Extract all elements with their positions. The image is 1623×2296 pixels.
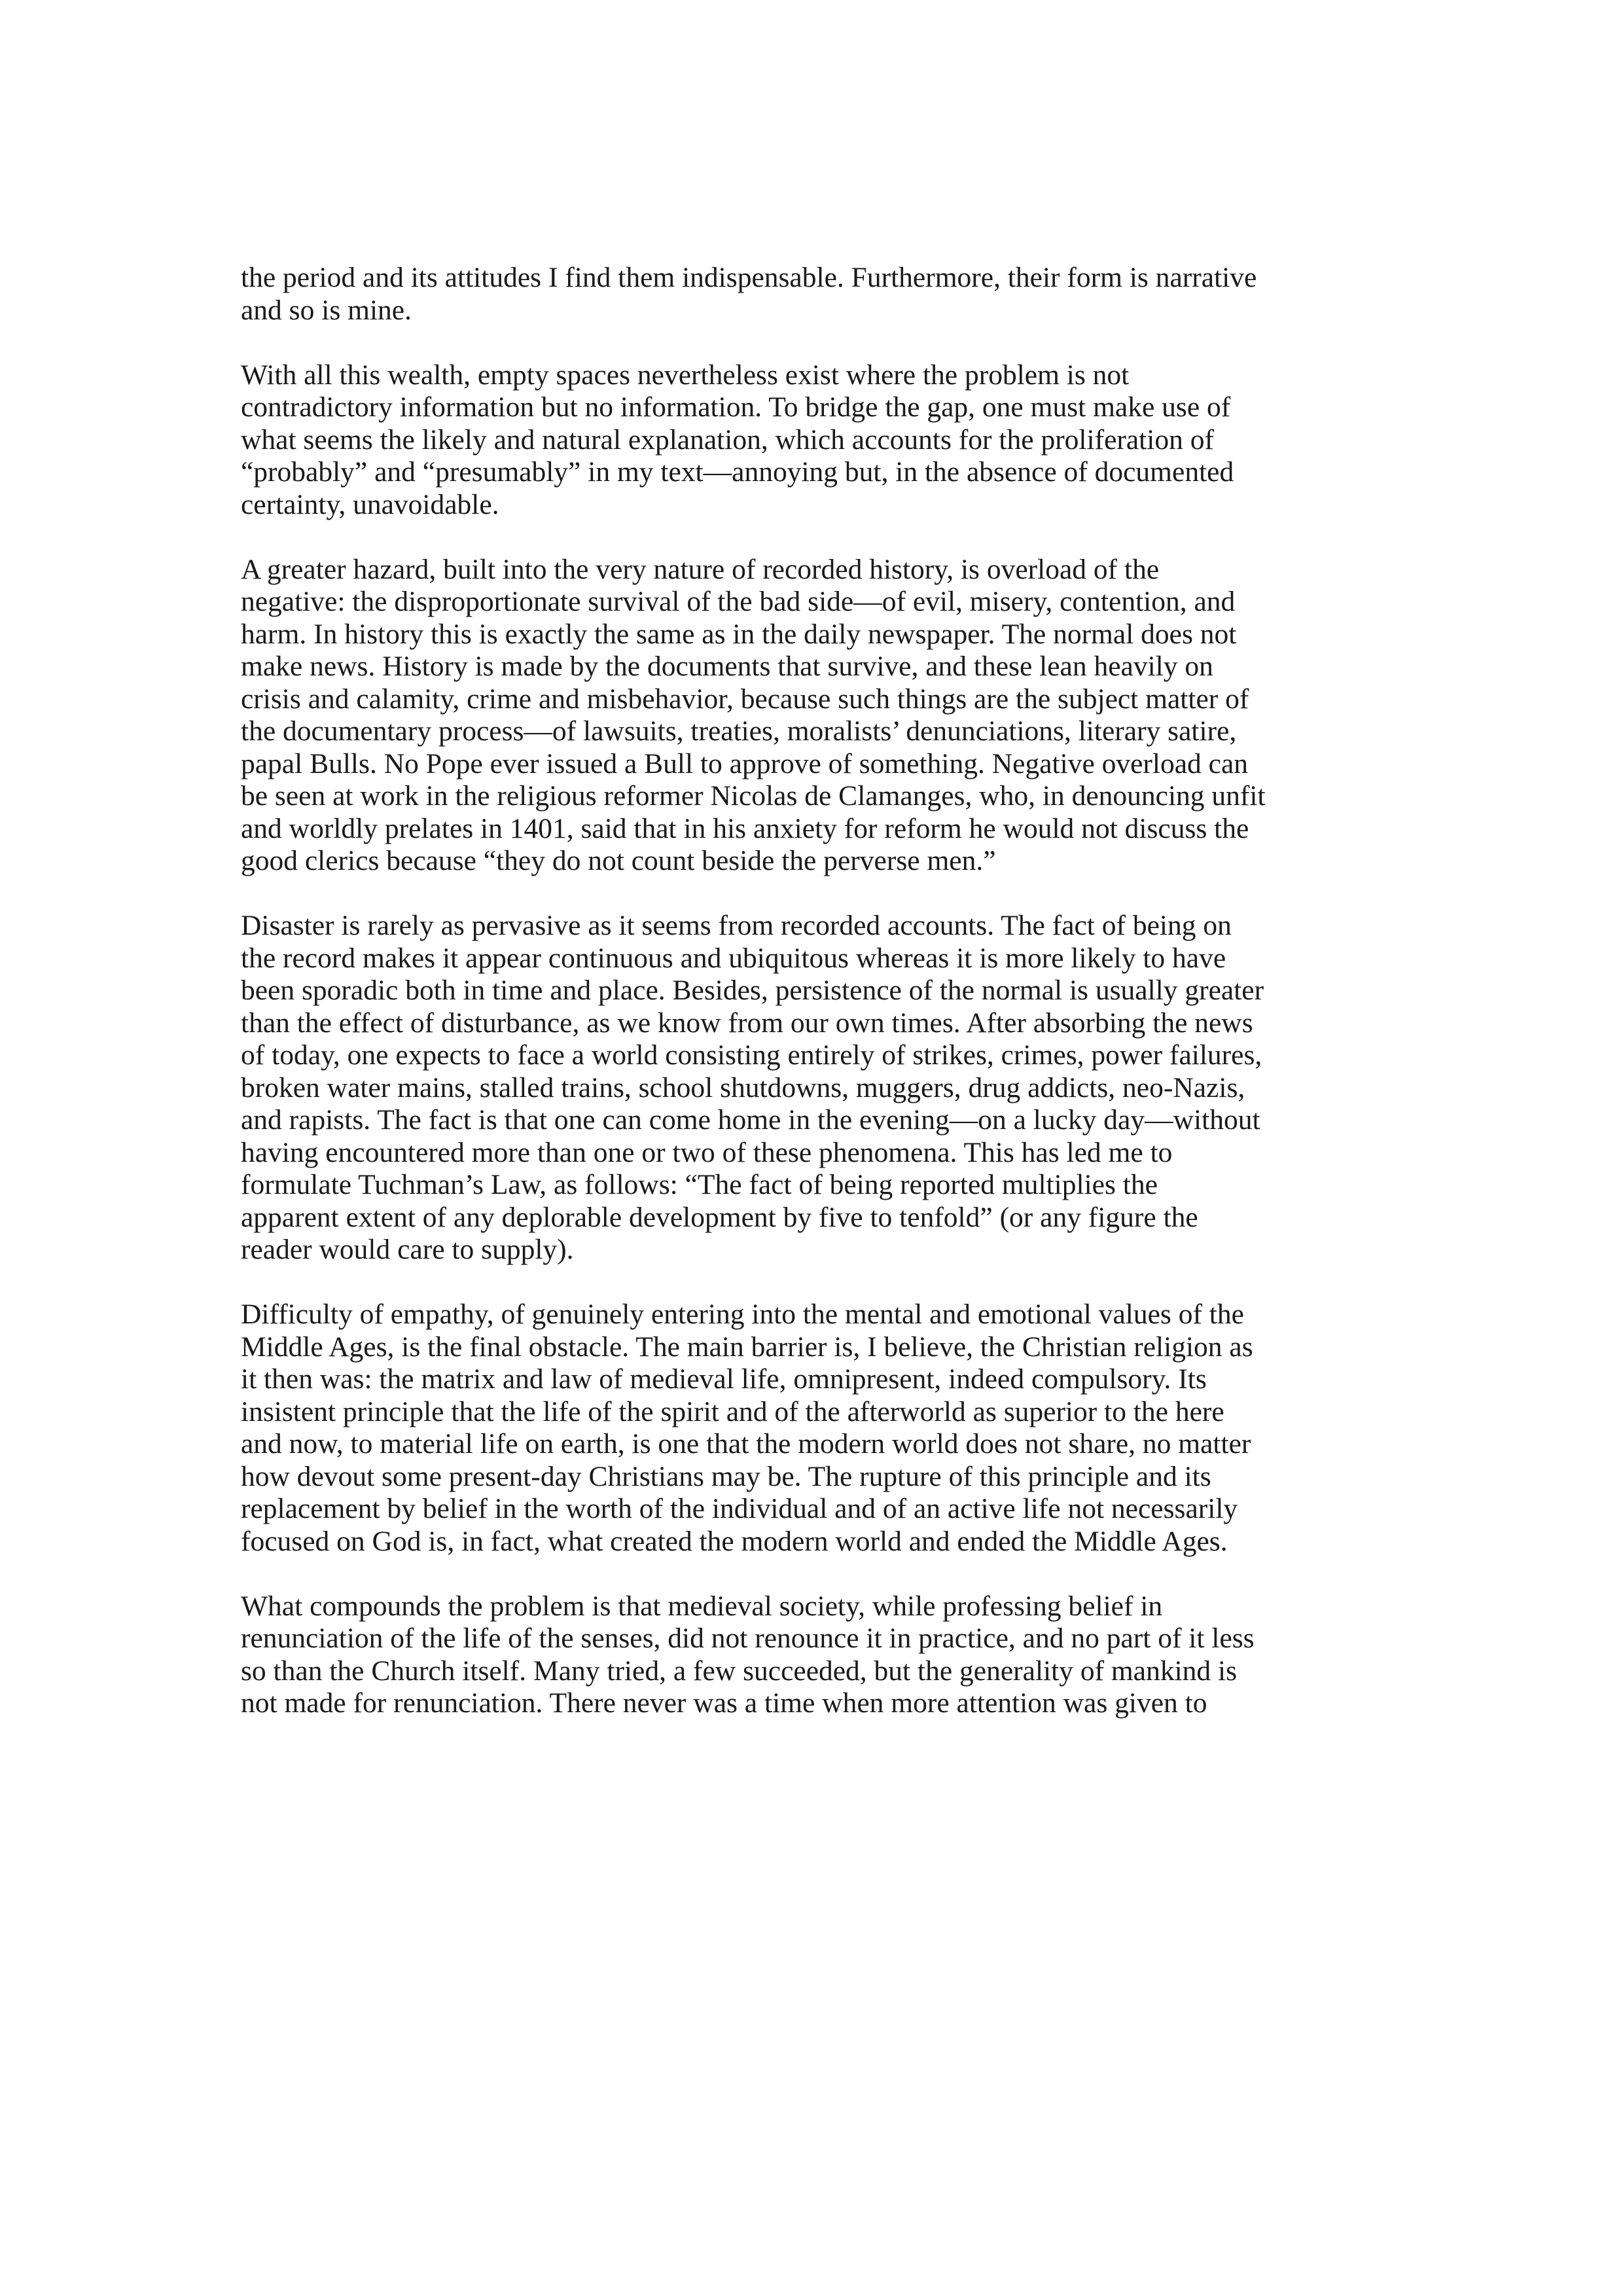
text-line: crisis and calamity, crime and misbehavior, because such things are the subject matter of (241, 683, 1249, 715)
text-line: not made for renunciation. There never was a time when more attention was given to (241, 1687, 1207, 1719)
text-line: how devout some present-day Christians may be. The rupture of this principle and its (241, 1460, 1211, 1492)
paragraph (241, 1299, 1419, 1558)
text-line: “probably” and “presumably” in my text—annoying but, in the absence of documented (241, 456, 1234, 488)
text-line: good clerics because “they do not count beside the perverse men.” (241, 845, 996, 876)
text-line: negative: the disproportionate survival of the bad side—of evil, misery, contention, and (241, 586, 1236, 617)
text-line: certainty, unavoidable. (241, 488, 499, 520)
text-line: Middle Ages, is the final obstacle. The main barrier is, I believe, the Christian religion as (241, 1331, 1253, 1363)
text-line: it then was: the matrix and law of medieval life, omnipresent, indeed compulsory. Its (241, 1363, 1207, 1395)
text-line: having encountered more than one or two of these phenomena. This has led me to (241, 1136, 1173, 1168)
text-line: the record makes it appear continuous and ubiquitous whereas it is more likely to have (241, 942, 1226, 974)
body-text (241, 262, 1419, 1752)
text-line: contradictory information but no information. To bridge the gap, one must make use of (241, 391, 1231, 423)
text-line: focused on God is, in fact, what created the modern world and ended the Middle Ages. (241, 1525, 1228, 1557)
text-line: harm. In history this is exactly the same as in the daily newspaper. The normal does not (241, 618, 1237, 650)
text-line: broken water mains, stalled trains, school shutdowns, muggers, drug addicts, neo-Nazis, (241, 1071, 1245, 1103)
text-line: make news. History is made by the documents that survive, and these lean heavily on (241, 651, 1213, 682)
text-line: apparent extent of any deplorable development by five to tenfold” (or any figure the (241, 1201, 1198, 1233)
paragraph (241, 554, 1419, 878)
text-line: be seen at work in the religious reformer Nicolas de Clamanges, who, in denouncing unfit (241, 780, 1266, 812)
paragraph (241, 262, 1419, 327)
paragraph (241, 1590, 1419, 1720)
text-line: and worldly prelates in 1401, said that in his anxiety for reform he would not discuss the (241, 812, 1249, 844)
text-line: and rapists. The fact is that one can come home in the evening—on a lucky day—without (241, 1104, 1260, 1136)
text-line: insistent principle that the life of the spirit and of the afterworld as superior to the here (241, 1395, 1224, 1427)
text-line: What compounds the problem is that medieval society, while professing belief in (241, 1590, 1163, 1622)
text-line: reader would care to supply). (241, 1234, 574, 1265)
text-line: what seems the likely and natural explanation, which accounts for the proliferation of (241, 423, 1214, 456)
text-line: formulate Tuchman’s Law, as follows: “The fact of being reported multiplies the (241, 1169, 1158, 1200)
text-line: papal Bulls. No Pope ever issued a Bull to approve of something. Negative overload can (241, 747, 1249, 780)
text-line: the period and its attitudes I find them indispensable. Furthermore, their form is narrative (241, 262, 1257, 293)
text-line: and so is mine. (241, 294, 412, 326)
text-line: and now, to material life on earth, is one that the modern world does not share, no matter (241, 1428, 1251, 1460)
text-line: Difficulty of empathy, of genuinely entering into the mental and emotional values of the (241, 1299, 1244, 1330)
text-line: Disaster is rarely as pervasive as it seems from recorded accounts. The fact of being on (241, 910, 1232, 941)
text-line: the documentary process—of lawsuits, treaties, moralists’ denunciations, literary satire, (241, 715, 1237, 747)
text-line: been sporadic both in time and place. Besides, persistence of the normal is usually greater (241, 975, 1264, 1006)
text-line: With all this wealth, empty spaces nevertheless exist where the problem is not (241, 359, 1130, 391)
text-line: than the effect of disturbance, as we know from our own times. After absorbing the news (241, 1007, 1253, 1039)
text-line: so than the Church itself. Many tried, a few succeeded, but the generality of mankind is (241, 1655, 1238, 1687)
text-line: A greater hazard, built into the very nature of recorded history, is overload of the (241, 553, 1160, 585)
paragraph (241, 910, 1419, 1266)
text-line: renunciation of the life of the senses, did not renounce it in practice, and no part of it less (241, 1623, 1255, 1654)
text-line: of today, one expects to face a world consisting entirely of strikes, crimes, power failures, (241, 1039, 1262, 1071)
text-line: replacement by belief in the worth of the individual and of an active life not necessarily (241, 1493, 1238, 1524)
paragraph (241, 359, 1419, 522)
